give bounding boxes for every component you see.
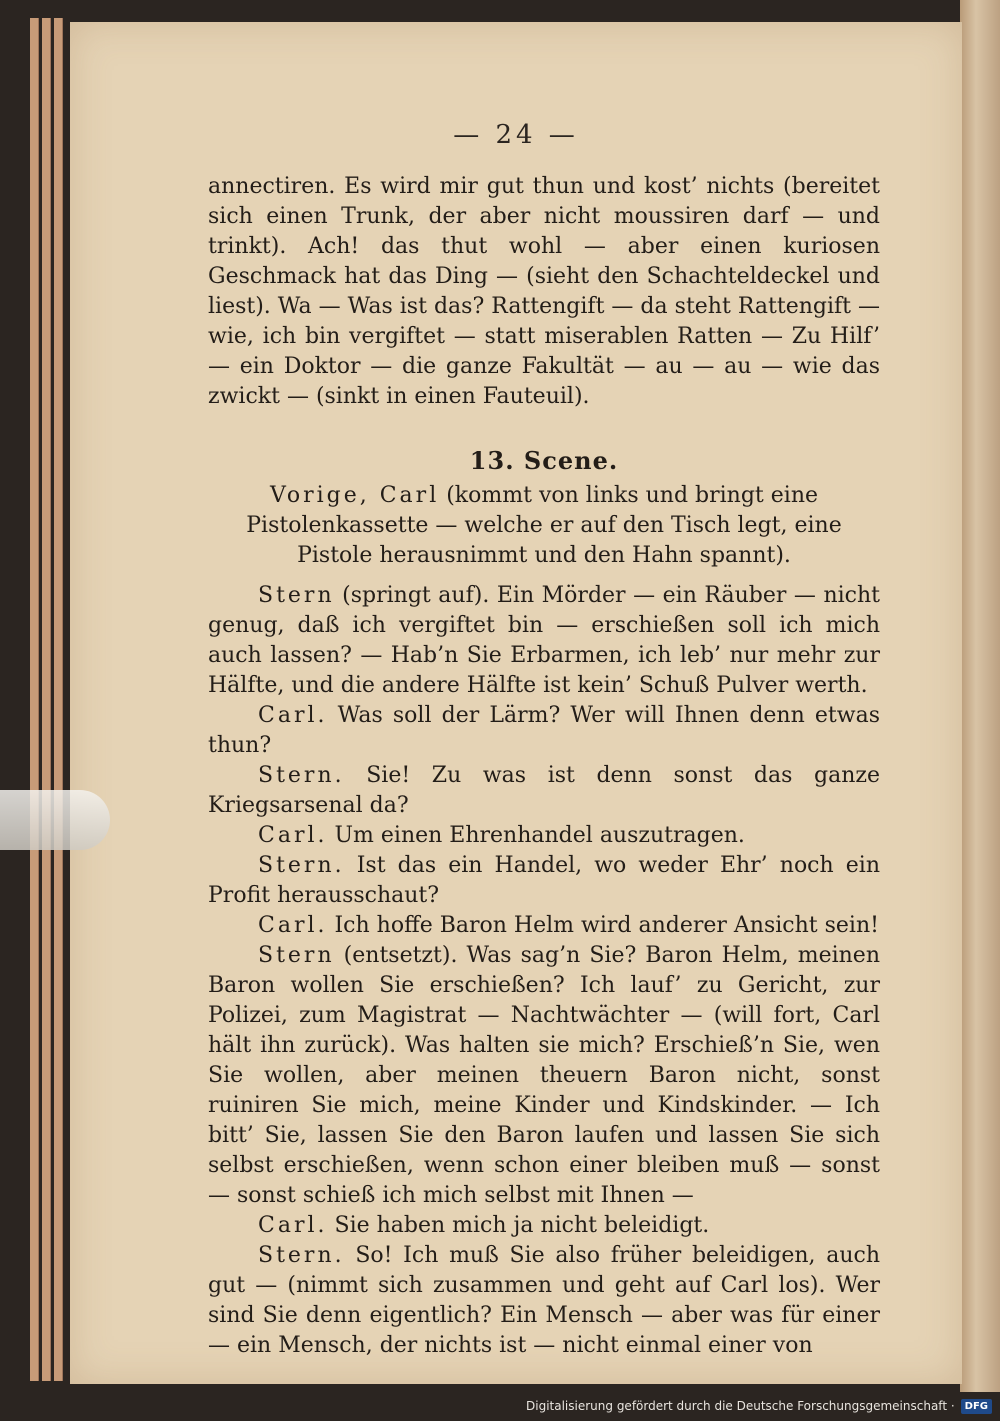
- stage-text: (kommt von links und bringt eine Pistolenkassette — welche er auf den Tisch legt, eine Pistole herausnimmt und den Hahn spannt).: [246, 483, 842, 568]
- speaker: Stern.: [258, 763, 345, 788]
- dfg-logo-icon: DFG: [961, 1399, 992, 1414]
- page-clip-tab: [0, 790, 110, 850]
- footer-credit: Digitalisierung gefördert durch die Deutsche Forschungsgemeinschaft ·: [526, 1399, 955, 1413]
- book-edge: [54, 18, 63, 1381]
- dialogue-line: [208, 1211, 880, 1241]
- opening-paragraph: annectiren. Es wird mir gut thun und kost’ nichts (bereitet sich einen Trunk, der aber nicht moussiren darf — und trinkt). Ach! das thut wohl — aber einen kuriosen Geschmack hat das Ding — (sieht den Schachteldeckel und liest). Wa — Was ist das? Rattengift — da steht Rattengift — wie, ich bin vergiftet — statt miserablen Ratten — Zu Hilf’ — ein Doktor — die ganze Fakultät — au — au — wie das zwickt — (sinkt in einen Fauteuil).: [208, 174, 880, 409]
- speaker: Stern: [258, 943, 335, 968]
- speaker: Stern.: [258, 853, 345, 878]
- dialogue-line: [208, 761, 880, 821]
- book-edge: [42, 18, 51, 1381]
- line-text: So! Ich muß Sie also früher beleidigen, auch gut — (nimmt sich zusammen und geht auf Carl los). Wer sind Sie denn eigentlich? Ein Mensch — aber was für einer — ein Mensch, der nichts ist — nicht einmal einer von: [208, 1243, 880, 1358]
- speaker: Carl.: [258, 913, 328, 938]
- line-text: Um einen Ehrenhandel auszutragen.: [327, 823, 745, 848]
- dialogue-line: [208, 941, 880, 1211]
- line-text: Ist das ein Handel, wo weder Ehr’ noch ein Profit herausschaut?: [208, 853, 880, 908]
- book-spine: [960, 0, 1000, 1392]
- line-text: (springt auf). Ein Mörder — ein Räuber — nicht genug, daß ich vergiftet bin — erschießen soll ich mich auch lassen? — Hab’n Sie Erbarmen, ich leb’ nur mehr zur Hälfte, und die andere Hälfte ist kein’ Schuß Pulver werth.: [208, 583, 880, 698]
- stage-speakers: Vorige, Carl: [269, 483, 440, 508]
- line-text: Ich hoffe Baron Helm wird anderer Ansicht sein!: [327, 913, 879, 938]
- line-text: Was soll der Lärm? Wer will Ihnen denn etwas thun?: [208, 703, 880, 758]
- line-text: Sie haben mich ja nicht beleidigt.: [327, 1213, 710, 1238]
- digitization-footer: [526, 1395, 992, 1417]
- dialogue-line: [208, 911, 880, 941]
- page-text: [208, 172, 880, 1361]
- scene-title: 13. Scene.: [469, 446, 619, 475]
- dialogue-line: [208, 1241, 880, 1361]
- dialogue-line: [208, 851, 880, 911]
- book-page: [70, 22, 962, 1384]
- book-edge: [30, 18, 39, 1381]
- speaker: Stern.: [258, 1243, 345, 1268]
- line-text: (entsetzt). Was sag’n Sie? Baron Helm, meinen Baron wollen Sie erschießen? Ich lauf’ zu Gericht, zur Polizei, zum Magistrat — Nachtwächter — (will fort, Carl hält ihn zurück). Was halten sie mich? Erschieß’n Sie, wen Sie wollen, aber meinen theuern Baron nicht, sonst ruiniren Sie mich, meine Kinder und Kindskinder. — Ich bitt’ Sie, lassen Sie den Baron laufen und lassen Sie sich selbst erschießen, wenn schon einer bleiben muß — sonst — sonst schieß ich mich selbst mit Ihnen —: [208, 943, 880, 1208]
- speaker: Stern: [258, 583, 335, 608]
- speaker: Carl.: [258, 823, 328, 848]
- stage-direction: [208, 481, 880, 571]
- line-text: Sie! Zu was ist denn sonst das ganze Kriegsarsenal da?: [208, 763, 880, 818]
- dialogue-line: [208, 581, 880, 701]
- dialogue-line: [208, 821, 880, 851]
- speaker: Carl.: [258, 703, 328, 728]
- speaker: Carl.: [258, 1213, 328, 1238]
- page-number: — 24 —: [453, 120, 579, 150]
- dialogue-line: [208, 701, 880, 761]
